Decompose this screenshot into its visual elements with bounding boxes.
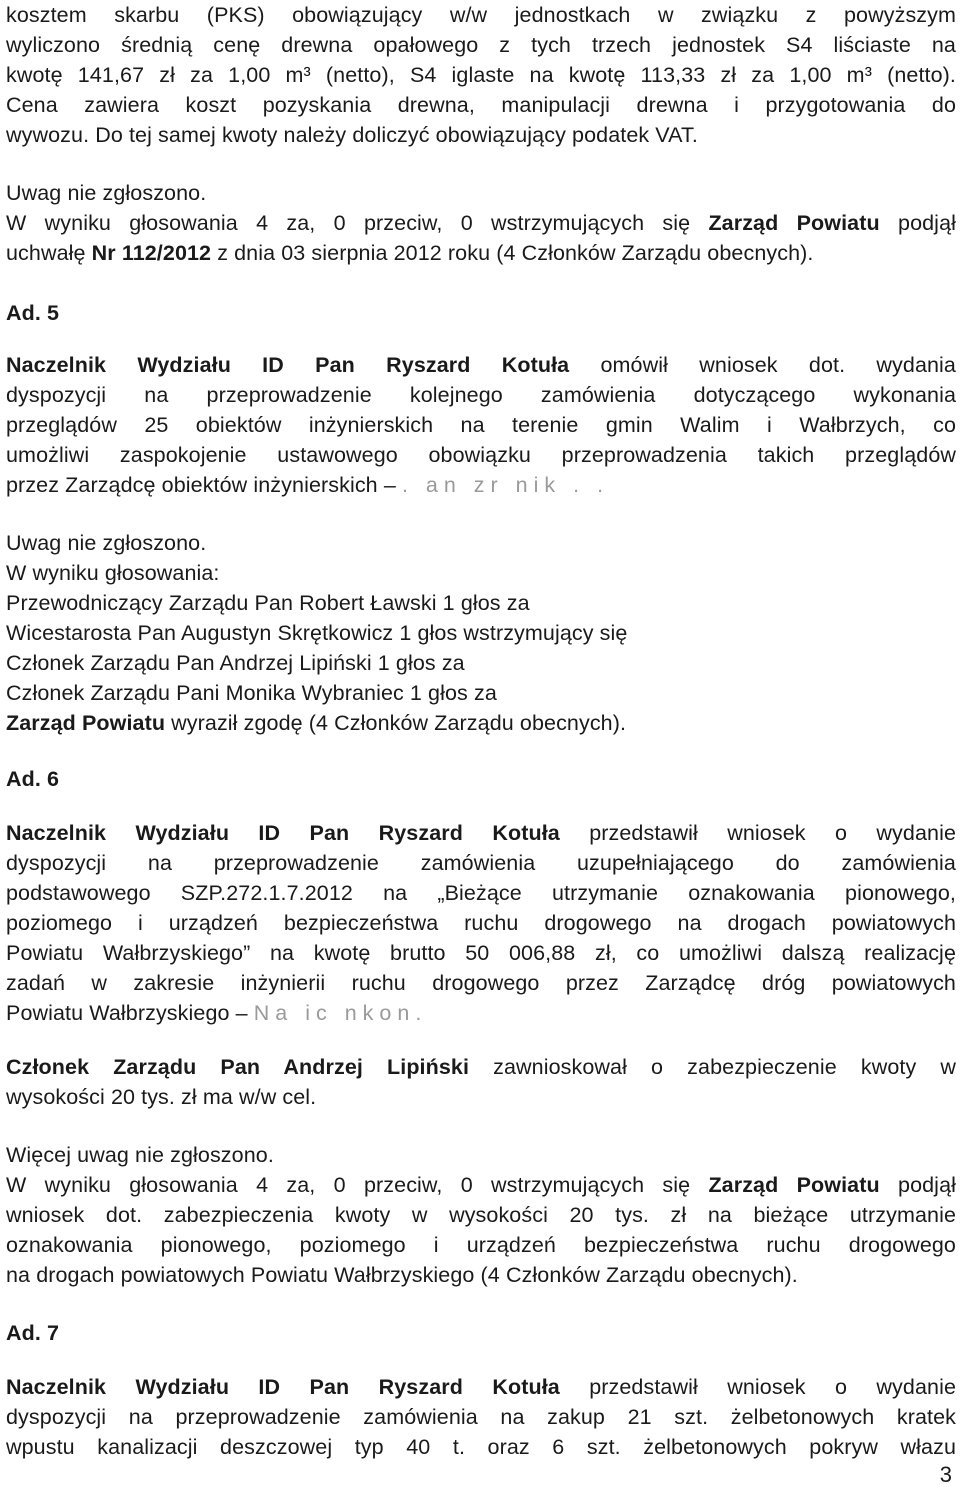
paragraph-line: dyspozycji na przeprowadzenie zamówienia na zakup 21 szt. żelbetonowych kratek xyxy=(6,1405,956,1429)
paragraph-line: wyliczono średnią cenę drewna opałowego z tych trzech jednostek S4 liściaste na xyxy=(6,33,956,57)
vote-result-line: oznakowania pionowego, poziomego i urządzeń bezpieczeństwa ruchu drogowego xyxy=(6,1233,956,1257)
vote-result-line: W wyniku głosowania 4 za, 0 przeciw, 0 wstrzymujących się Zarząd Powiatu podjął xyxy=(6,211,956,235)
paragraph-line: Naczelnik Wydziału ID Pan Ryszard Kotuła omówił wniosek dot. wydania xyxy=(6,353,956,377)
vote-result-line: wniosek dot. zabezpieczenia kwoty w wysokości 20 tys. zł na bieżące utrzymanie xyxy=(6,1203,956,1227)
vote-entry: Członek Zarządu Pan Andrzej Lipiński 1 głos za xyxy=(6,651,465,675)
section-heading-ad7: Ad. 7 xyxy=(6,1321,60,1345)
paragraph-line: wysokości 20 tys. zł ma w/w cel. xyxy=(6,1085,317,1109)
paragraph-line: zadań w zakresie inżynierii ruchu drogowego przez Zarządcę dróg powiatowych xyxy=(6,971,956,995)
no-remarks-text: Uwag nie zgłoszono. xyxy=(6,181,207,205)
paragraph-line: Powiatu Wałbrzyskiego – Na ic nkon. xyxy=(6,1001,428,1025)
no-remarks-text: Uwag nie zgłoszono. xyxy=(6,531,207,555)
faded-text: Na ic nkon. xyxy=(253,1001,428,1025)
paragraph-line: przez Zarządcę obiektów inżynierskich – . an zr nik . . xyxy=(6,473,610,497)
paragraph-line: wywozu. Do tej samej kwoty należy doliczyć obowiązujący podatek VAT. xyxy=(6,123,698,147)
paragraph-line: przeglądów 25 obiektów inżynierskich na terenie gmin Walim i Wałbrzych, co xyxy=(6,413,956,437)
page-number: 3 xyxy=(939,1462,952,1487)
paragraph-line: umożliwi zaspokojenie ustawowego obowiązku przeprowadzenia takich przeglądów xyxy=(6,443,956,467)
vote-result-line: uchwałę Nr 112/2012 z dnia 03 sierpnia 2012 roku (4 Członków Zarządu obecnych). xyxy=(6,241,814,265)
paragraph-line: Naczelnik Wydziału ID Pan Ryszard Kotuła przedstawił wniosek o wydanie xyxy=(6,1375,957,1399)
paragraph-line: podstawowego SZP.272.1.7.2012 na „Bieżące utrzymanie oznakowania pionowego, xyxy=(6,881,956,905)
paragraph-line: dyspozycji na przeprowadzenie zamówienia uzupełniającego do zamówienia xyxy=(6,851,956,875)
paragraph-line: wpustu kanalizacji deszczowej typ 40 t. oraz 6 szt. żelbetonowych pokryw włazu xyxy=(6,1435,956,1459)
paragraph-line: Członek Zarządu Pan Andrzej Lipiński zawnioskował o zabezpieczenie kwoty w xyxy=(6,1055,957,1079)
paragraph-line: Powiatu Wałbrzyskiego” na kwotę brutto 50 006,88 zł, co umożliwi dalszą realizację xyxy=(6,941,956,965)
paragraph-line: kwotę 141,67 zł za 1,00 m³ (netto), S4 iglaste na kwotę 113,33 zł za 1,00 m³ (netto). xyxy=(6,63,956,87)
paragraph-line: Naczelnik Wydziału ID Pan Ryszard Kotuła przedstawił wniosek o wydanie xyxy=(6,821,957,845)
section-heading-ad6: Ad. 6 xyxy=(6,767,60,791)
vote-entry: Przewodniczący Zarządu Pan Robert Ławski 1 głos za xyxy=(6,591,530,615)
vote-intro: W wyniku głosowania: xyxy=(6,561,220,585)
vote-result-line: W wyniku głosowania 4 za, 0 przeciw, 0 wstrzymujących się Zarząd Powiatu podjął xyxy=(6,1173,956,1197)
paragraph-line: kosztem skarbu (PKS) obowiązujący w/w jednostkach w związku z powyższym xyxy=(6,3,956,27)
paragraph-line: dyspozycji na przeprowadzenie kolejnego zamówienia dotyczącego wykonania xyxy=(6,383,956,407)
vote-result-line: Zarząd Powiatu wyraził zgodę (4 Członków Zarządu obecnych). xyxy=(6,711,627,735)
paragraph-line: Cena zawiera koszt pozyskania drewna, manipulacji drewna i przygotowania do xyxy=(6,93,956,117)
no-remarks-text: Więcej uwag nie zgłoszono. xyxy=(6,1143,274,1167)
vote-result-line: na drogach powiatowych Powiatu Wałbrzyskiego (4 Członków Zarządu obecnych). xyxy=(6,1263,798,1287)
section-heading-ad5: Ad. 5 xyxy=(6,301,60,325)
vote-entry: Członek Zarządu Pani Monika Wybraniec 1 głos za xyxy=(6,681,497,705)
paragraph-line: poziomego i urządzeń bezpieczeństwa ruchu drogowego na drogach powiatowych xyxy=(6,911,956,935)
faded-text: . an zr nik . . xyxy=(401,473,610,497)
vote-entry: Wicestarosta Pan Augustyn Skrętkowicz 1 głos wstrzymujący się xyxy=(6,621,628,645)
